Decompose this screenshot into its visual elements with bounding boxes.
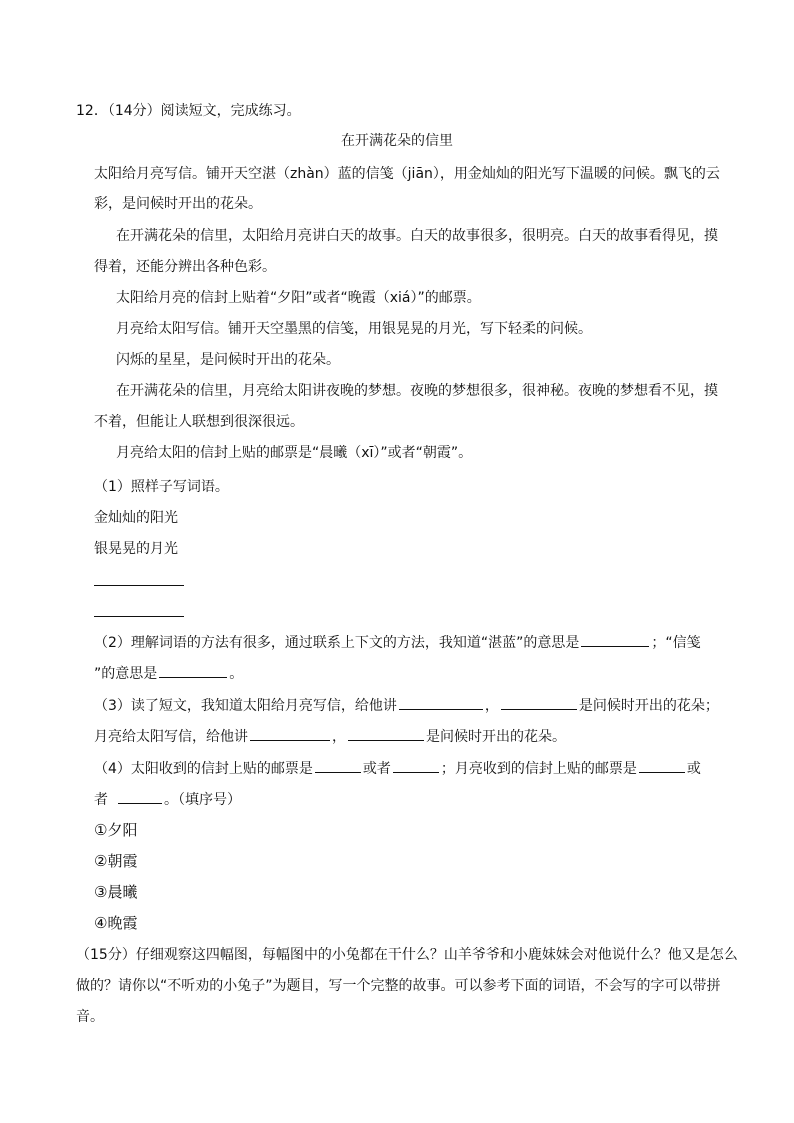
option-item: ①夕阳 <box>94 821 138 839</box>
question-13-line: 音。 <box>76 1009 104 1025</box>
question-13-line: 做的？请你以“不听劝的小兔子”为题目，写一个完整的故事。可以参考下面的词语，不会写的字可以带拼 <box>76 978 721 994</box>
answer-blank[interactable] <box>94 616 184 617</box>
answer-blank[interactable] <box>159 663 227 678</box>
sub-question-3-text: ， <box>332 729 346 745</box>
sub-question-2-text: ”的意思是 <box>94 666 158 682</box>
sub-question-2-line <box>94 632 701 653</box>
passage-line: 在开满花朵的信里，太阳给月亮讲白天的故事。白天的故事很多，很明亮。白天的故事看得见，摸 <box>116 228 718 244</box>
sub-question-4-text: 或者 <box>362 761 391 777</box>
example-phrase: 银晃晃的月光 <box>94 541 178 557</box>
sub-question-3-text: 是问候时开出的花朵。 <box>426 729 566 745</box>
passage-line: 闪烁的星星，是问候时开出的花朵。 <box>116 352 340 368</box>
passage-line: 得着，还能分辨出各种色彩。 <box>94 259 276 275</box>
sub-question-3-text: 月亮给太阳写信，给他讲 <box>94 729 248 745</box>
sub-question-4-line <box>94 758 701 779</box>
passage-line: 月亮给太阳写信。铺开天空墨黑的信笺，用银晃晃的月光，写下轻柔的问候。 <box>116 321 592 337</box>
sub-question-2-text: ；“信笺 <box>651 635 701 651</box>
answer-blank[interactable] <box>639 758 685 773</box>
sub-question-3-text: ， <box>484 698 499 714</box>
sub-question-3-text: （3）读了短文，我知道太阳给月亮写信，给他讲 <box>94 698 397 714</box>
passage-line: 太阳给月亮写信。铺开天空湛（zhàn）蓝的信笺（jiān），用金灿灿的阳光写下温暖的问候。飘飞的云 <box>94 166 720 182</box>
sub-question-2-line <box>94 663 243 684</box>
answer-blank[interactable] <box>393 758 439 773</box>
sub-question-2-text: （2）理解词语的方法有很多，通过联系上下文的方法，我知道“湛蓝”的意思是 <box>94 635 580 651</box>
sub-question-1-label: （1）照样子写词语。 <box>94 479 229 495</box>
passage-line: 月亮给太阳的信封上贴的邮票是“晨曦（xī）”或者“朝霞”。 <box>116 445 473 461</box>
passage-title: 在开满花朵的信里 <box>341 133 453 149</box>
sub-question-3-line <box>94 726 566 747</box>
answer-blank[interactable] <box>315 758 361 773</box>
sub-question-4-text: ；月亮收到的信封上贴的邮票是 <box>440 761 637 777</box>
answer-blank[interactable] <box>118 789 162 804</box>
sub-question-4-text: 或 <box>686 761 701 777</box>
passage-line: 太阳给月亮的信封上贴着“夕阳”或者“晚霞（xiá）”的邮票。 <box>116 290 481 306</box>
option-item: ③晨曦 <box>94 883 138 901</box>
answer-blank[interactable] <box>250 726 330 741</box>
answer-blank[interactable] <box>94 585 184 586</box>
answer-blank[interactable] <box>399 695 483 710</box>
passage-line: 在开满花朵的信里，月亮给太阳讲夜晚的梦想。夜晚的梦想很多，很神秘。夜晚的梦想看不见，摸 <box>116 383 718 399</box>
answer-blank[interactable] <box>501 695 577 710</box>
sub-question-3-line <box>94 695 719 716</box>
sub-question-4-text: 。（填序号） <box>164 792 241 808</box>
option-item: ④晚霞 <box>94 914 138 932</box>
passage-line: 彩，是问候时开出的花朵。 <box>94 196 262 212</box>
question-13-line: （15分）仔细观察这四幅图，每幅图中的小兔都在干什么？山羊爷爷和小鹿妹妹会对他说什么？他又是怎么 <box>76 947 738 963</box>
sub-question-3-text: 是问候时开出的花朵； <box>578 698 719 714</box>
answer-blank[interactable] <box>581 632 649 647</box>
sub-question-4-text: 者 <box>94 792 108 808</box>
answer-blank[interactable] <box>348 726 424 741</box>
example-phrase: 金灿灿的阳光 <box>94 510 178 526</box>
sub-question-4-text: （4）太阳收到的信封上贴的邮票是 <box>94 761 313 777</box>
passage-line: 不着，但能让人联想到很深很远。 <box>94 414 304 430</box>
option-item: ②朝霞 <box>94 852 138 870</box>
sub-question-2-text: 。 <box>229 666 244 682</box>
question-12-header: 12．（14分）阅读短文，完成练习。 <box>76 103 301 119</box>
sub-question-4-line <box>94 789 241 810</box>
